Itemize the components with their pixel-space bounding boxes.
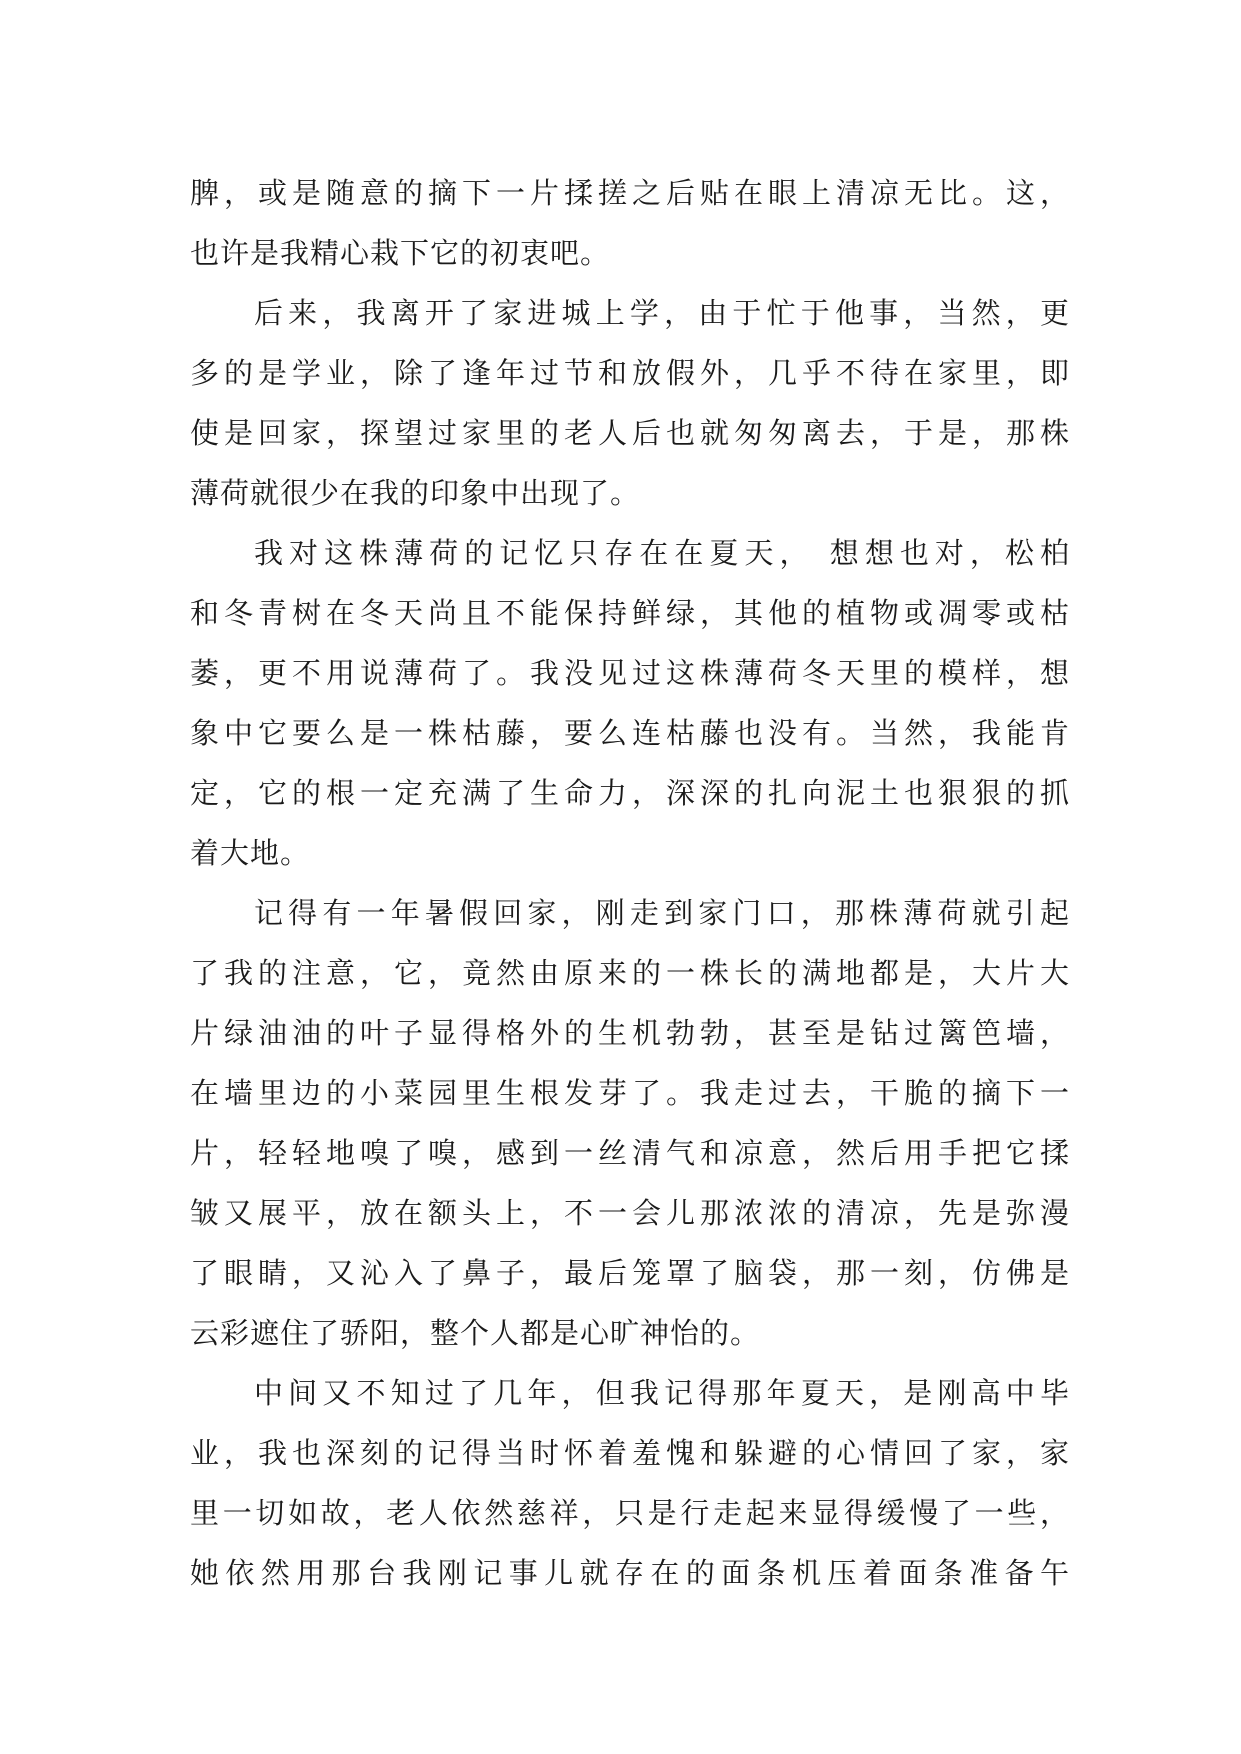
text-line: 在墙里边的小菜园里生根发芽了。我走过去，干脆的摘下一 bbox=[190, 1076, 1070, 1110]
text-line: 着大地。 bbox=[190, 836, 311, 870]
paragraph-start-line: 中间又不知过了几年，但我记得那年夏天，是刚高中毕 bbox=[254, 1376, 1070, 1410]
text-line: 业，我也深刻的记得当时怀着羞愧和躲避的心情回了家，家 bbox=[190, 1436, 1070, 1470]
text-line: 她依然用那台我刚记事儿就存在的面条机压着面条准备午 bbox=[190, 1556, 1070, 1590]
text-line: 了眼睛，又沁入了鼻子，最后笼罩了脑袋，那一刻，仿佛是 bbox=[190, 1256, 1070, 1290]
text-line: 脾，或是随意的摘下一片揉搓之后贴在眼上清凉无比。这， bbox=[190, 176, 1070, 210]
text-line: 云彩遮住了骄阳，整个人都是心旷神怡的。 bbox=[190, 1316, 761, 1350]
text-line: 定，它的根一定充满了生命力，深深的扎向泥土也狠狠的抓 bbox=[190, 776, 1070, 810]
text-line: 多的是学业，除了逢年过节和放假外，几乎不待在家里，即 bbox=[190, 356, 1070, 390]
text-line: 了我的注意，它，竟然由原来的一株长的满地都是，大片大 bbox=[190, 956, 1070, 990]
text-line: 使是回家，探望过家里的老人后也就匆匆离去，于是，那株 bbox=[190, 416, 1070, 450]
text-line: 薄荷就很少在我的印象中出现了。 bbox=[190, 476, 641, 510]
paragraph-start-line: 后来，我离开了家进城上学，由于忙于他事，当然，更 bbox=[254, 296, 1070, 330]
body-text bbox=[190, 163, 1070, 1603]
text-line: 萎，更不用说薄荷了。我没见过这株薄荷冬天里的模样，想 bbox=[190, 656, 1070, 690]
text-line: 片，轻轻地嗅了嗅，感到一丝清气和凉意，然后用手把它揉 bbox=[190, 1136, 1070, 1170]
text-line: 片绿油油的叶子显得格外的生机勃勃，甚至是钻过篱笆墙， bbox=[190, 1016, 1070, 1050]
text-line: 象中它要么是一株枯藤，要么连枯藤也没有。当然，我能肯 bbox=[190, 716, 1070, 750]
paragraph-start-line: 记得有一年暑假回家，刚走到家门口，那株薄荷就引起 bbox=[254, 896, 1070, 930]
text-line: 也许是我精心栽下它的初衷吧。 bbox=[190, 236, 611, 270]
text-line: 和冬青树在冬天尚且不能保持鲜绿，其他的植物或凋零或枯 bbox=[190, 596, 1070, 630]
text-line: 皱又展平，放在额头上，不一会儿那浓浓的清凉，先是弥漫 bbox=[190, 1196, 1070, 1230]
text-line: 里一切如故，老人依然慈祥，只是行走起来显得缓慢了一些， bbox=[190, 1496, 1070, 1530]
paragraph-start-line: 我对这株薄荷的记忆只存在在夏天， 想想也对，松柏 bbox=[254, 536, 1070, 570]
